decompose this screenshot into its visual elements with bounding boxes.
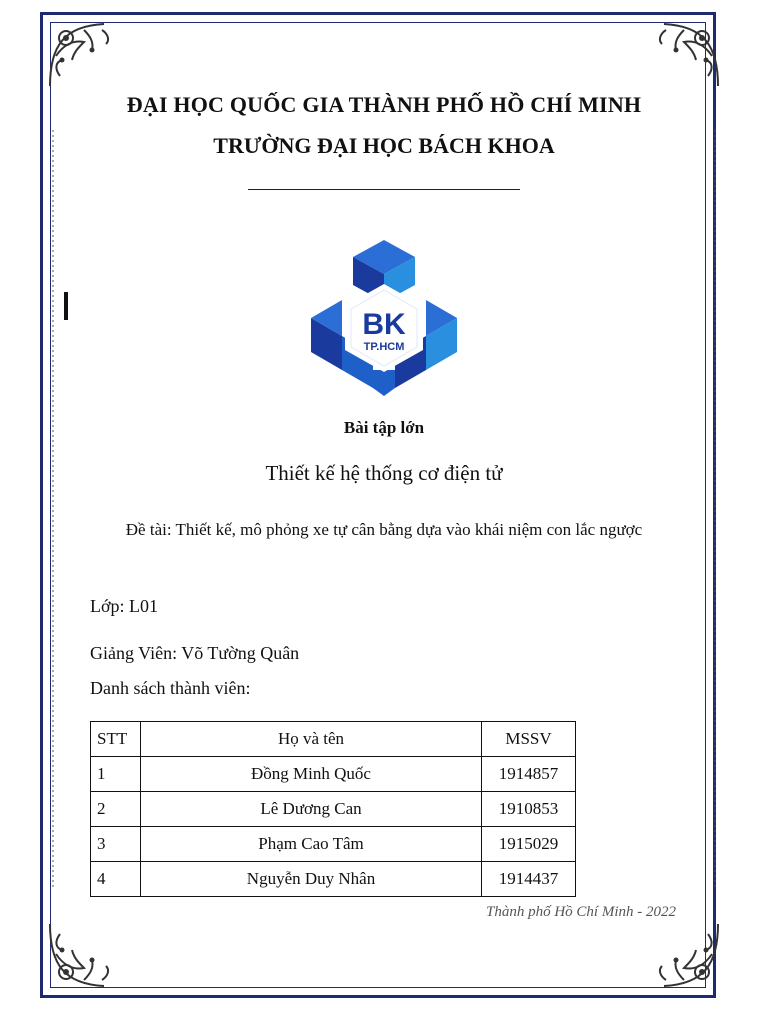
- column-header-stt: STT: [91, 722, 141, 757]
- footer-place-year: Thành phố Hồ Chí Minh - 2022: [485, 904, 676, 920]
- lecturer-info: Giảng Viên: Võ Tường Quân: [90, 643, 300, 663]
- table-row: [91, 792, 576, 827]
- cell-stt: 1: [91, 757, 141, 792]
- cell-stt: 2: [91, 792, 141, 827]
- bk-logo: [311, 240, 457, 396]
- course-title: Thiết kế hệ thống cơ điện tử: [265, 461, 503, 485]
- header-divider: [248, 189, 520, 190]
- logo-main-text: BK: [362, 308, 406, 341]
- cell-stt: 4: [91, 862, 141, 897]
- corner-ornament-icon: [646, 16, 724, 94]
- cell-name: Nguyễn Duy Nhân: [140, 862, 481, 897]
- cell-name: Phạm Cao Tâm: [140, 827, 481, 862]
- table-row: [91, 862, 576, 897]
- members-table: [90, 721, 576, 897]
- cell-id: 1914437: [482, 862, 576, 897]
- cell-name: Đồng Minh Quốc: [140, 757, 481, 792]
- logo-sub-text: TP.HCM: [363, 341, 405, 353]
- column-header-id: MSSV: [482, 722, 576, 757]
- table-header-row: [91, 722, 576, 757]
- assignment-type: Bài tập lớn: [343, 418, 425, 437]
- cell-name: Lê Dương Can: [140, 792, 481, 827]
- members-heading: Danh sách thành viên:: [90, 678, 251, 698]
- cell-id: 1910853: [482, 792, 576, 827]
- table-row: [91, 827, 576, 862]
- column-header-name: Họ và tên: [140, 722, 481, 757]
- corner-ornament-icon: [646, 916, 724, 994]
- class-info: Lớp: L01: [90, 596, 159, 616]
- text-cursor-icon: [64, 292, 68, 320]
- cell-id: 1914857: [482, 757, 576, 792]
- table-row: [91, 757, 576, 792]
- border-side-ornament: [48, 130, 58, 890]
- university-name: ĐẠI HỌC QUỐC GIA THÀNH PHỐ HỒ CHÍ MINH: [126, 92, 642, 117]
- corner-ornament-icon: [44, 16, 122, 94]
- topic-title: Đề tài: Thiết kế, mô phỏng xe tự cân bằng dựa vào khái niệm con lắc ngược: [125, 520, 643, 539]
- cell-id: 1915029: [482, 827, 576, 862]
- cell-stt: 3: [91, 827, 141, 862]
- border-side-ornament: [710, 130, 720, 890]
- school-name: TRƯỜNG ĐẠI HỌC BÁCH KHOA: [213, 133, 555, 158]
- corner-ornament-icon: [44, 916, 122, 994]
